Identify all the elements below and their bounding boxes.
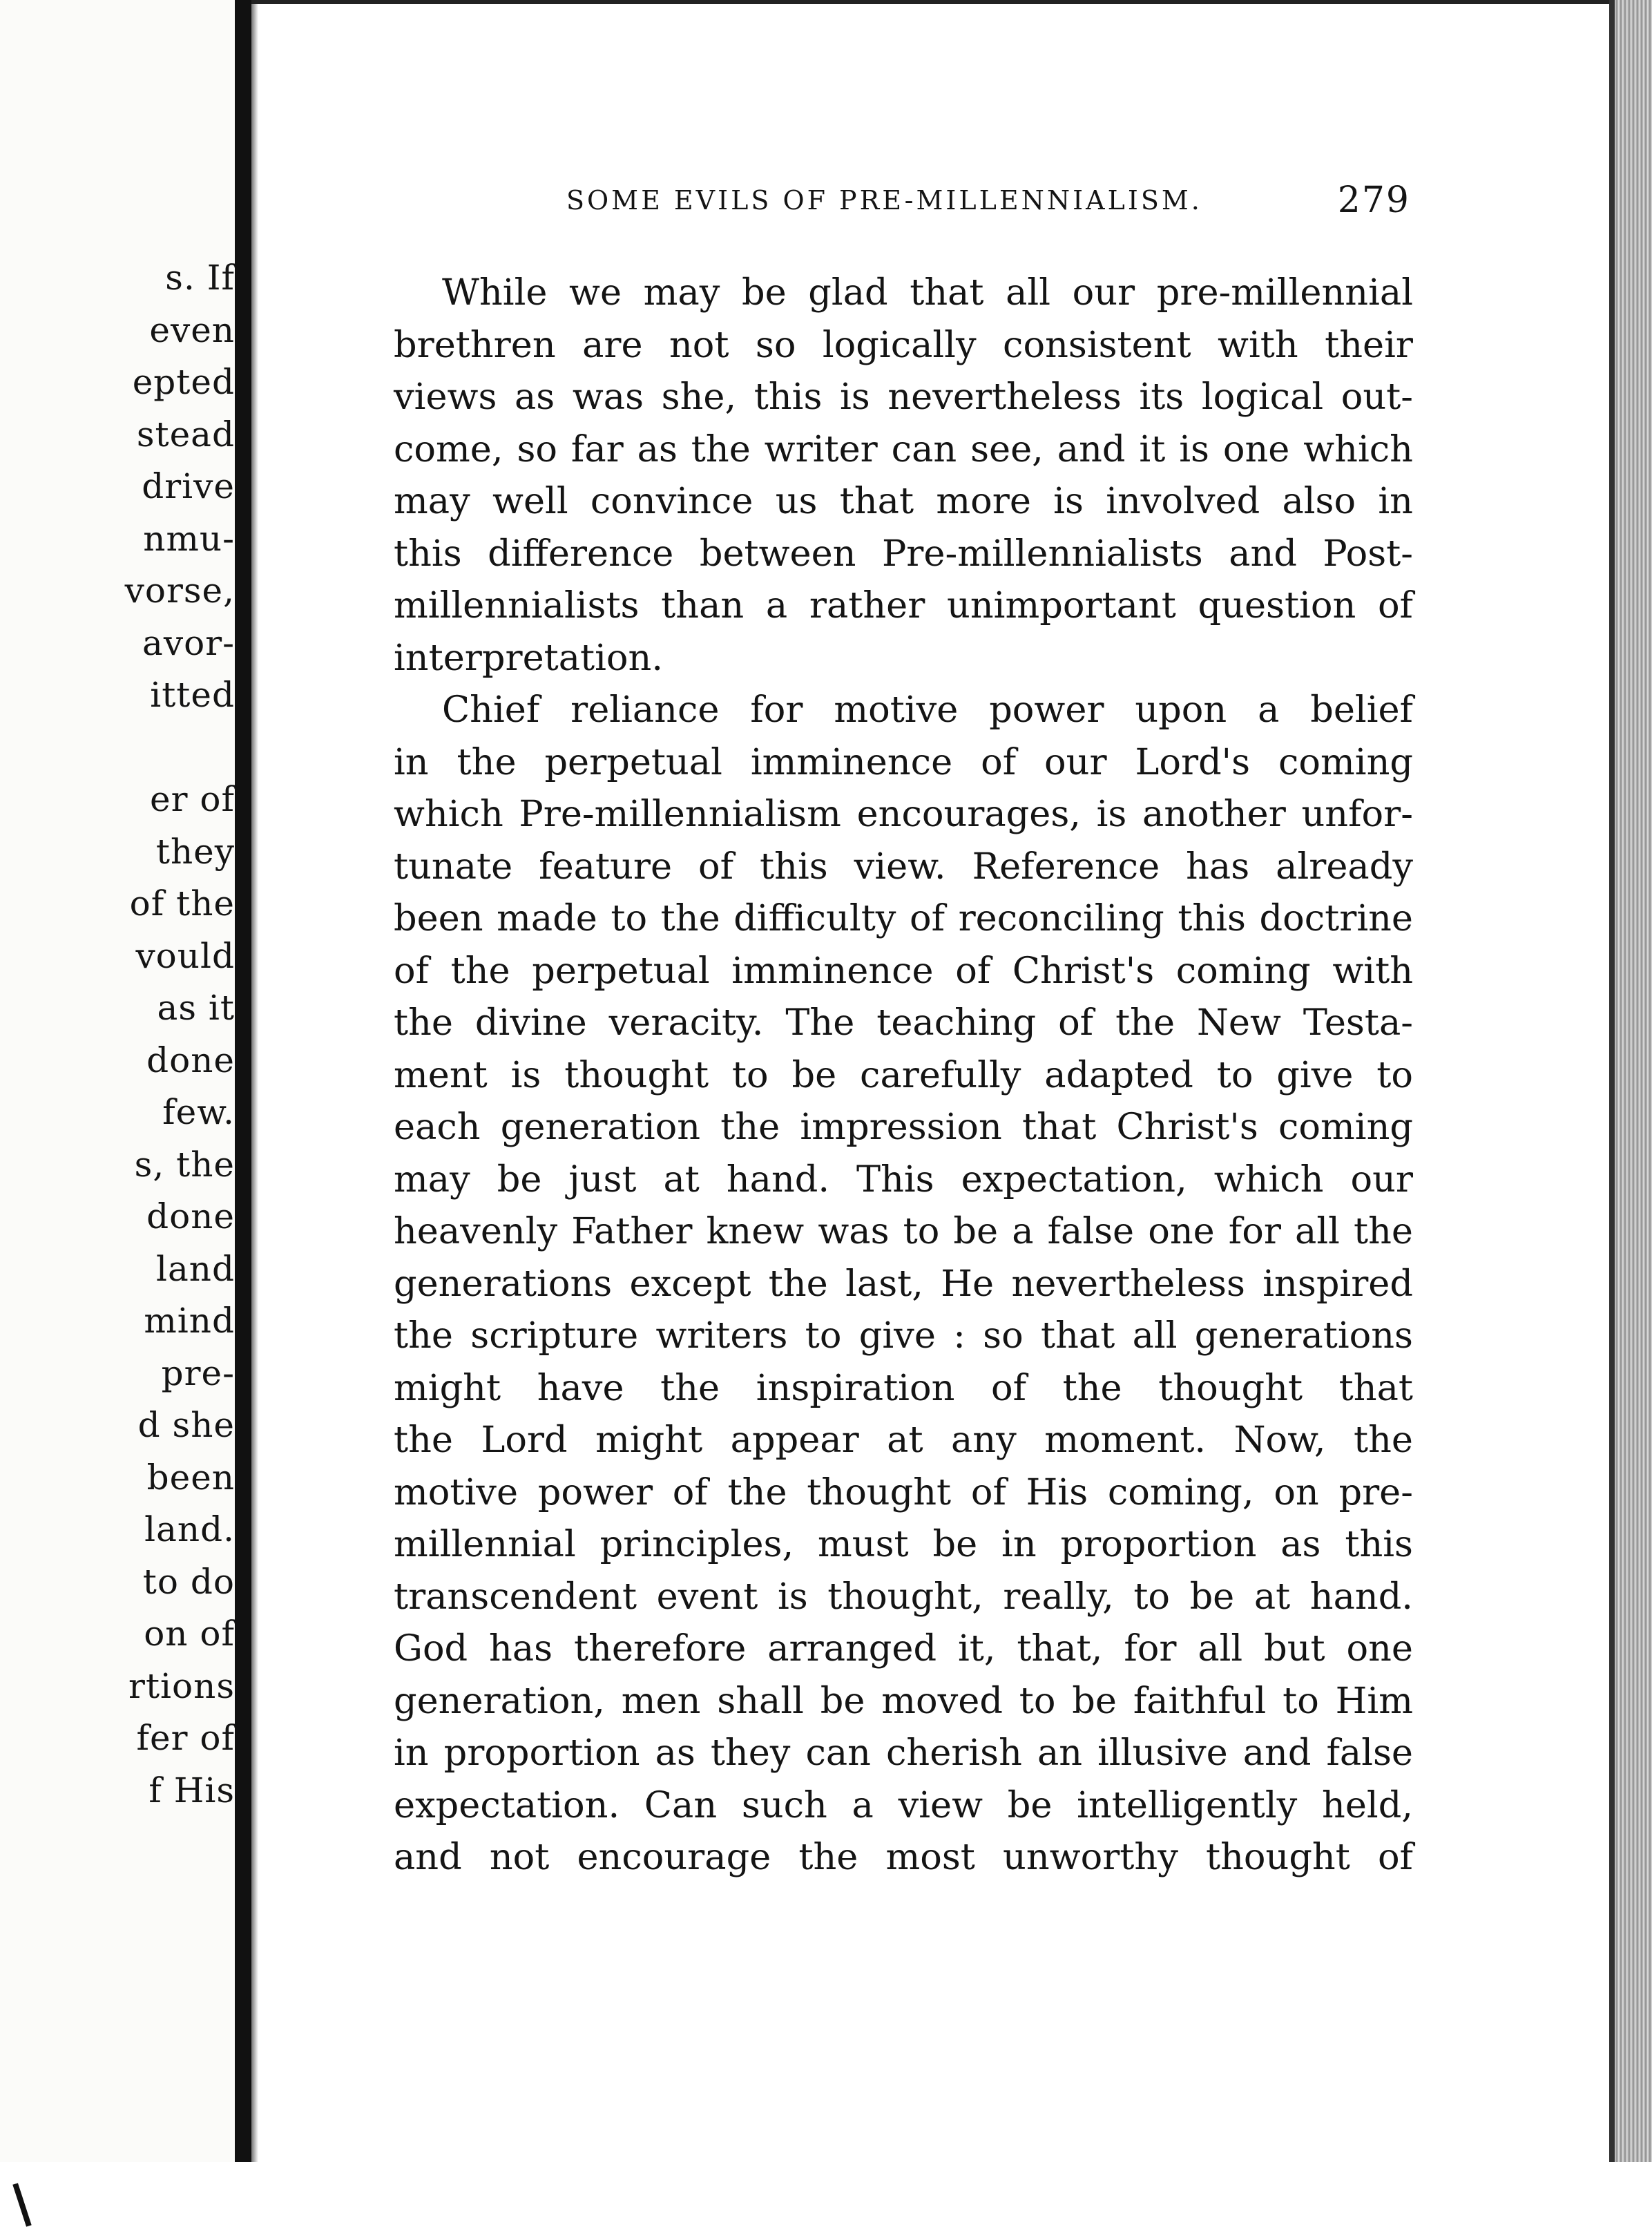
text-line: God has therefore arranged it, that, for all but one [394, 1627, 1413, 1670]
text-line: motive power of the thought of His coming, on pre- [394, 1471, 1413, 1513]
page-right-border [1609, 0, 1615, 2227]
text-line: may well convince us that more is involved also in [394, 480, 1413, 522]
facing-line: they [155, 831, 235, 872]
facing-line: land [155, 1248, 235, 1289]
facing-line: on of [144, 1614, 235, 1654]
facing-page-lines [0, 252, 235, 1817]
text-line: millennialists than a rather unimportant question of [394, 584, 1413, 627]
book-page [258, 4, 1609, 2162]
text-line: which Pre-millennialism encourages, is another unfor- [394, 793, 1413, 835]
facing-line: d she [137, 1405, 235, 1445]
facing-line: s, the [134, 1144, 235, 1185]
facing-line: been [146, 1457, 235, 1498]
text-line: Chief reliance for motive power upon a belief [442, 689, 1413, 731]
text-line: views as was she, this is nevertheless its logical out- [394, 376, 1413, 418]
facing-line: f His [148, 1770, 235, 1810]
facing-line: vorse, [124, 571, 235, 611]
facing-line: vould [135, 935, 235, 976]
facing-line: even [149, 309, 235, 350]
text-line: each generation the impression that Christ's coming [394, 1106, 1413, 1148]
scan-bottom-margin [0, 2162, 1652, 2227]
text-line: in the perpetual imminence of our Lord's coming [394, 740, 1413, 783]
facing-line: mind [144, 1301, 235, 1341]
facing-line: done [146, 1040, 235, 1080]
text-line: millennial principles, must be in proportion as this [394, 1523, 1413, 1565]
text-line: While we may be glad that all our pre-millennial [442, 271, 1413, 314]
running-title: SOME EVILS OF PRE-MILLENNIALISM. [566, 185, 1202, 216]
text-line: the Lord might appear at any moment. Now, the [394, 1419, 1413, 1461]
facing-line: fer of [136, 1718, 235, 1758]
facing-line: avor- [142, 622, 235, 663]
facing-line: stead [136, 414, 235, 455]
text-line: transcendent event is thought, really, to be at hand. [394, 1575, 1413, 1618]
text-line: might have the inspiration of the thought that [394, 1366, 1413, 1409]
facing-line: epted [132, 362, 235, 402]
page-stack-edge [1615, 0, 1652, 2227]
text-line: expectation. Can such a view be intelligently held, [394, 1784, 1413, 1826]
text-line: and not encourage the most unworthy thought of [394, 1836, 1413, 1878]
text-line: tunate feature of this view. Reference has already [394, 845, 1413, 888]
text-line: come, so far as the writer can see, and it is one which [394, 428, 1413, 470]
text-line: heavenly Father knew was to be a false one for all the [394, 1210, 1413, 1252]
facing-line: er of [150, 779, 235, 819]
text-line: the divine veracity. The teaching of the New Testa- [394, 1002, 1413, 1044]
text-line: in proportion as they can cherish an illusive and false [394, 1732, 1413, 1774]
gutter-shadow [251, 0, 258, 2227]
facing-line: to do [142, 1561, 235, 1602]
text-line: interpretation. [394, 636, 664, 679]
book-gutter [235, 0, 251, 2227]
facing-line: done [146, 1196, 235, 1236]
text-line: of the perpetual imminence of Christ's coming with [394, 949, 1413, 992]
facing-line: itted [150, 675, 235, 715]
text-line: been made to the difficulty of reconciling this doctrine [394, 897, 1413, 939]
body-text [394, 267, 1413, 1884]
facing-line-gap [0, 722, 235, 774]
text-line: brethren are not so logically consistent with their [394, 323, 1413, 366]
text-line: generation, men shall be moved to be faithful to Him [394, 1679, 1413, 1722]
text-line: this difference between Pre-millennialists and Post- [394, 532, 1413, 575]
facing-line: pre- [161, 1353, 235, 1393]
facing-line: nmu- [143, 518, 235, 559]
text-line: ment is thought to be carefully adapted to give to [394, 1053, 1413, 1096]
facing-line: drive [142, 466, 235, 506]
facing-line: s. If [165, 258, 235, 298]
facing-line: as it [157, 988, 235, 1028]
facing-line: rtions [128, 1665, 235, 1706]
running-head [258, 180, 1410, 233]
page-number: 279 [1337, 180, 1410, 221]
text-line: generations except the last, He nevertheless inspired [394, 1262, 1413, 1305]
text-line: the scripture writers to give : so that all generations [394, 1315, 1413, 1357]
facing-line: of the [129, 883, 235, 924]
facing-line: land. [144, 1509, 235, 1549]
text-line: may be just at hand. This expectation, which our [394, 1158, 1413, 1201]
facing-line: few. [162, 1092, 235, 1132]
facing-page-fragment [0, 0, 235, 2227]
